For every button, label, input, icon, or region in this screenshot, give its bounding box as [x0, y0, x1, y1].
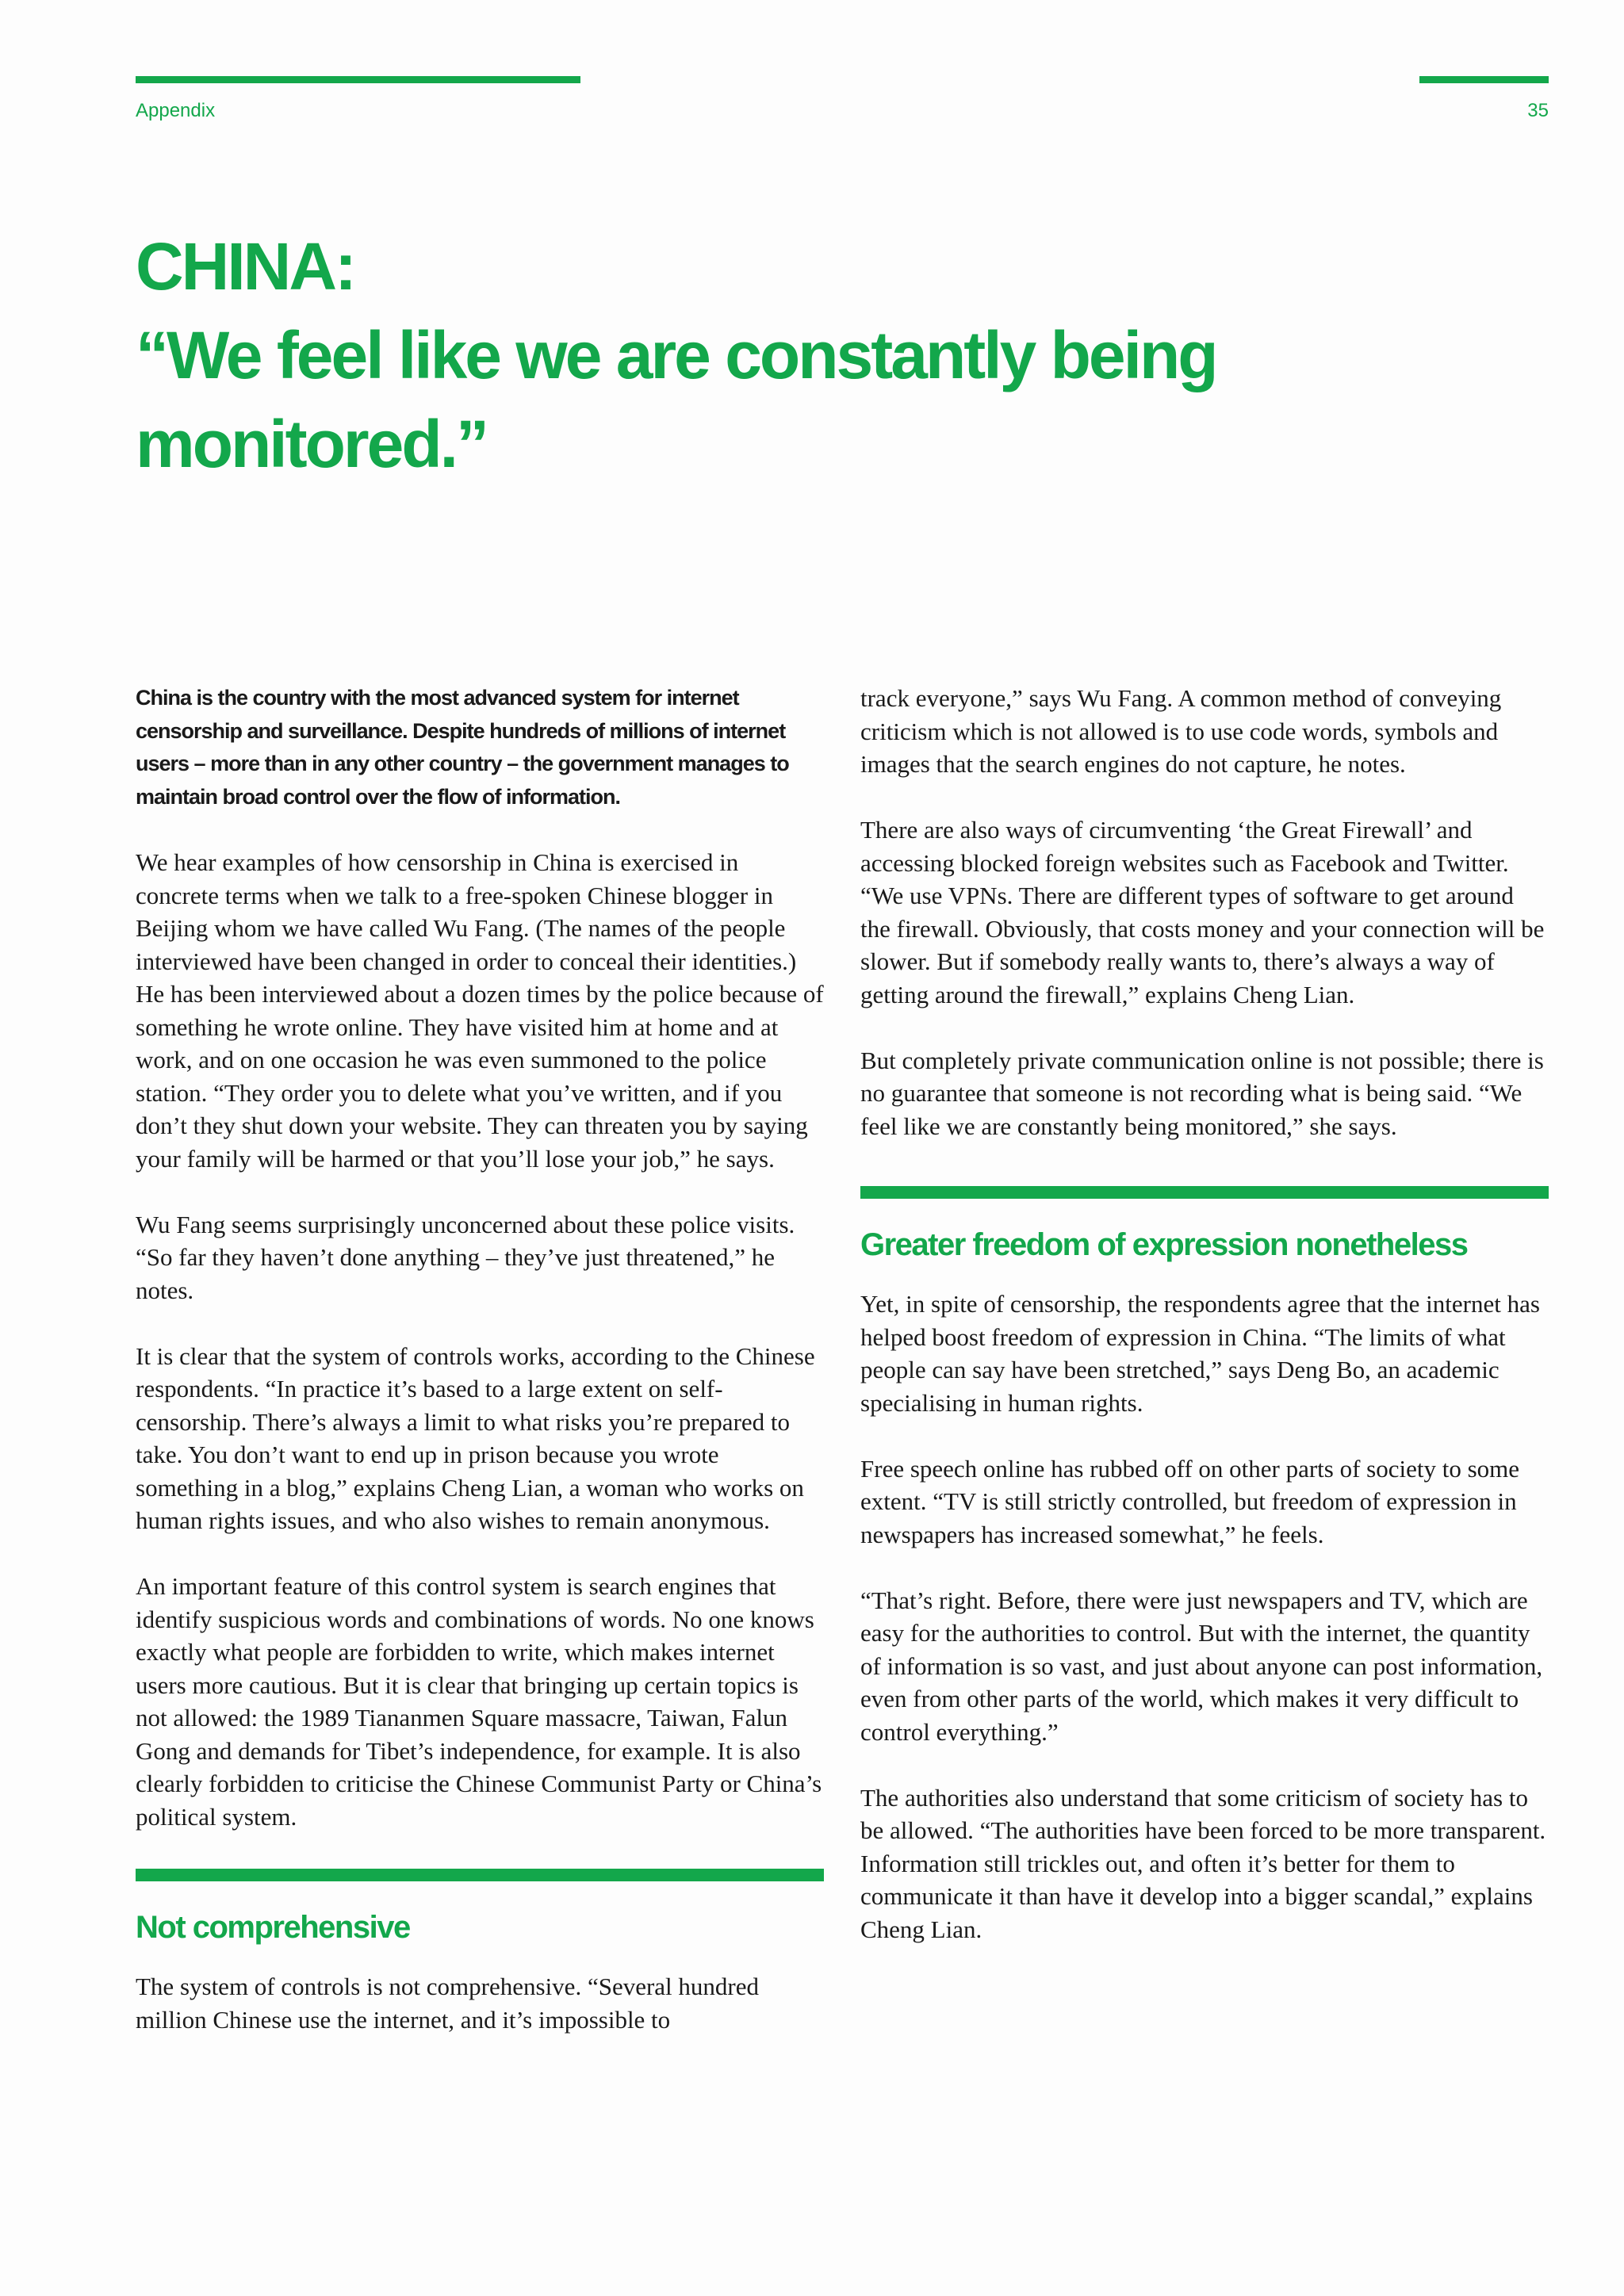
body-paragraph: The system of controls is not comprehensive. “Several hundred million Chinese use the internet, and it’s impossible to	[136, 1973, 759, 2034]
body-paragraph: There are also ways of circumventing ‘the Great Firewall’ and accessing blocked foreign websites such as Facebook and Twitter. “We use VPNs. There are different types of software to get around the firewall. Obviously, that costs money and your connection will be slower. But if somebody really wants to, there’s always a way of getting around the firewall,” explains Cheng Lian.	[860, 816, 1545, 1008]
title-line-3: monitored.”	[136, 407, 487, 481]
subheading-not-comprehensive: Not comprehensive	[136, 1910, 410, 1945]
right-column	[860, 682, 1549, 1946]
page-title	[136, 222, 1484, 488]
body-paragraph: Free speech online has rubbed off on other parts of society to some extent. “TV is still strictly controlled, but freedom of expression in newspapers has increased somewhat,” he feels.	[860, 1454, 1520, 1548]
body-paragraph: An important feature of this control system is search engines that identify suspicious words and combinations of words. No one knows exactly what people are forbidden to write, which makes internet users more cautious. But it is clear that bringing up certain topics is not allowed: the 1989 Tiananmen Square massacre, Taiwan, Falun Gong and demands for Tibet’s independence, for example. It is also clearly forbidden to criticise the Chinese Communist Party or China’s political system.	[136, 1572, 822, 1831]
subheading-greater-freedom: Greater freedom of expression nonetheless	[860, 1227, 1468, 1262]
body-paragraph: “That’s right. Before, there were just newspapers and TV, which are easy for the authorities to control. But with the internet, the quantity of information is so vast, and just about anyone can post information, even from other parts of the world, which makes it very difficult to control everything.”	[860, 1586, 1543, 1746]
section-label: Appendix	[136, 100, 216, 121]
lead-paragraph: China is the country with the most advanced system for internet censorship and surveillance. Despite hundreds of millions of internet users – more than in any other country – the government manages to maintain broad control over the flow of information.	[136, 686, 789, 809]
body-paragraph: track everyone,” says Wu Fang. A common method of conveying criticism which is not allowed is to use code words, symbols and images that the search engines do not capture, he notes.	[860, 684, 1502, 778]
body-paragraph: Wu Fang seems surprisingly unconcerned about these police visits. “So far they haven’t done anything – they’ve just threatened,” he notes.	[136, 1210, 795, 1304]
left-column	[136, 682, 824, 2036]
body-paragraph: We hear examples of how censorship in China is exercised in concrete terms when we talk to a free-spoken Chinese blogger in Beijing whom we have called Wu Fang. (The names of the people interviewed have been changed in order to conceal their identities.) He has been interviewed about a dozen times by the police because of something he wrote online. They have visited him at home and at work, and on one occasion he was even summoned to the police station. “They order you to delete what you’ve written, and if you don’t they shut down your website. They can threaten you by saying your family will be harmed or that you’ll lose your job,” he says.	[136, 848, 824, 1173]
body-paragraph: It is clear that the system of controls works, according to the Chinese respondents. “In practice it’s based to a large extent on self-censorship. There’s always a limit to what risks you’re prepared to take. You don’t want to end up in prison because you wrote something in a blog,” explains Cheng Lian, a woman who works on human rights issues, and who also wishes to remain anonymous.	[136, 1341, 815, 1534]
body-paragraph: The authorities also understand that some criticism of society has to be allowed. “The authorities have been forced to be more transparent. Information still trickles out, and often it’s better for them to communicate it than have it develop into a bigger scandal,” explains Cheng Lian.	[860, 1783, 1546, 1943]
section-divider	[136, 1869, 824, 1881]
header-rule-right	[1419, 76, 1549, 83]
header-rule-left	[136, 76, 580, 83]
body-paragraph: Yet, in spite of censorship, the respondents agree that the internet has helped boost freedom of expression in China. “The limits of what people can say have been stretched,” says Deng Bo, an academic specialising in human rights.	[860, 1290, 1540, 1417]
section-divider	[860, 1186, 1549, 1199]
title-line-1: CHINA:	[136, 229, 354, 304]
title-line-2: “We feel like we are constantly being	[136, 318, 1216, 392]
page-number: 35	[1527, 100, 1549, 121]
body-paragraph: But completely private communication online is not possible; there is no guarantee that someone is not recording what is being said. “We feel like we are constantly being monitored,” she says.	[860, 1046, 1544, 1140]
